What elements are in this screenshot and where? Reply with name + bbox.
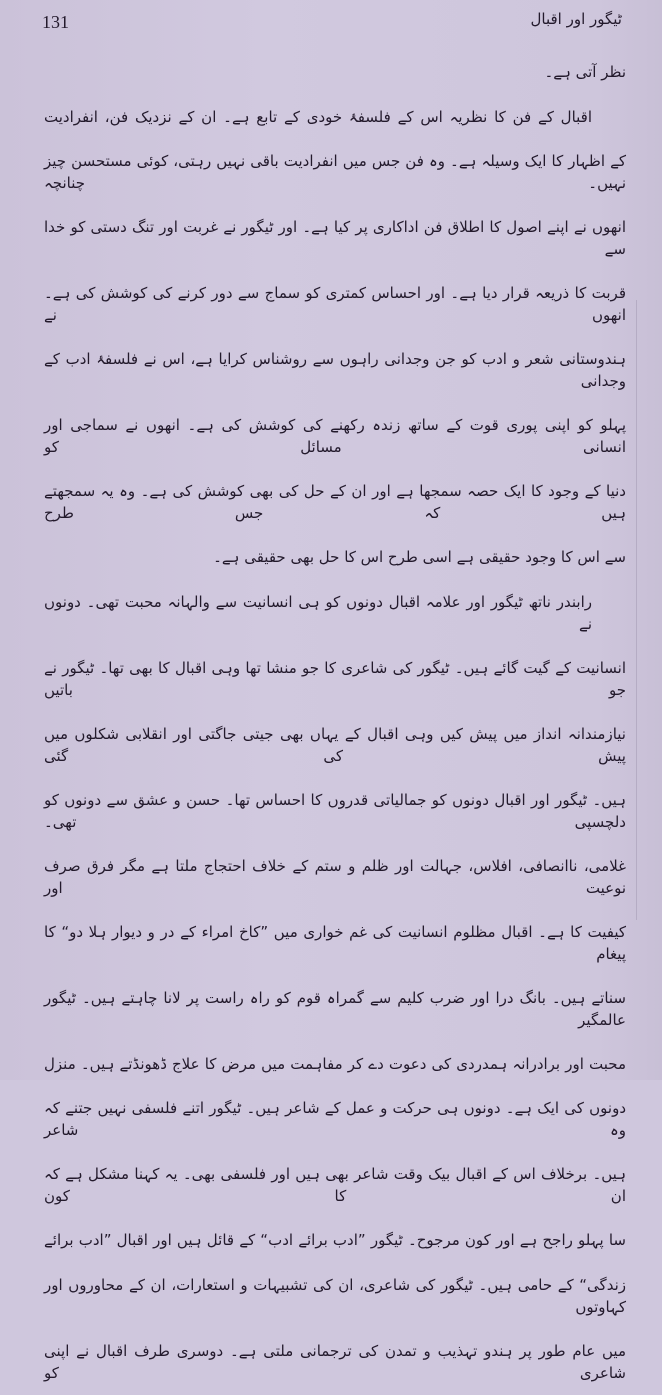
text-line: دنیا کے وجود کا ایک حصہ سمجھا ہے اور ان کے حل کی بھی کوشش کی ہے۔ وہ یہ سمجھتے ہیں کہ جس طرح xyxy=(44,482,626,522)
text-line: کے اظہار کا ایک وسیلہ ہے۔ وہ فن جس میں انفرادیت باقی نہیں رہتی، کوئی مستحسن چیز نہیں۔ چنانچہ xyxy=(44,152,626,192)
text-line: قربت کا ذریعہ قرار دیا ہے۔ اور احساس کمتری کو سماج سے دور کرنے کی کوشش کی ہے۔ انھوں نے xyxy=(44,284,626,324)
text-line: سناتے ہیں۔ بانگ درا اور ضرب کلیم سے گمراہ قوم کو راہ راست پر لانا چاہتے ہیں۔ ٹیگور عالمگیر xyxy=(44,988,626,1029)
text-line: غلامی، ناانصافی، افلاس، جہالت اور ظلم و ستم کے خلاف احتجاج ملتا ہے مگر فرق صرف نوعیت اور xyxy=(44,856,626,897)
text-line: میں عام طور پر ہندو تہذیب و تمدن کی ترجمانی ملتی ہے۔ دوسری طرف اقبال نے اپنی شاعری کو xyxy=(44,1341,626,1382)
paragraph-start-line: رابندر ناتھ ٹیگور اور علامہ اقبال دونوں کو ہی انسانیت سے والہانہ محبت تھی۔ دونوں نے xyxy=(44,592,592,633)
text-line: سا پہلو راجح ہے اور کون مرجوح۔ ٹیگور ”ادب برائے ادب“ کے قائل ہیں اور اقبال ”ادب برائے xyxy=(44,1231,626,1249)
text-line: کیفیت کا ہے۔ اقبال مظلوم انسانیت کی غم خواری میں ”کاخ امراء کے در و دیوار ہلا دو“ کا پیغام xyxy=(44,922,626,963)
paragraph-start-line: اقبال کے فن کا نظریہ اس کے فلسفۂ خودی کے تابع ہے۔ ان کے نزدیک فن، انفرادیت xyxy=(44,107,592,126)
text-line: نظر آتی ہے۔ xyxy=(544,63,626,81)
text-line: نیازمندانہ انداز میں پیش کیں وہی اقبال کے یہاں بھی جیتی جاگتی اور انقلابی شکلوں میں پیش کی گئی xyxy=(44,724,626,765)
body-text xyxy=(44,50,626,1395)
text-line: محبت اور برادرانہ ہمدردی کی دعوت دے کر مفاہمت میں مرض کا علاج ڈھونڈتے ہیں۔ منزل xyxy=(44,1054,626,1073)
text-line: زندگی“ کے حامی ہیں۔ ٹیگور کی شاعری، ان کی تشبیہات و استعارات، ان کے محاوروں اور کہاوتوں xyxy=(44,1275,626,1316)
page-edge-line xyxy=(636,300,637,920)
paragraph-end-line: سے اس کا وجود حقیقی ہے اسی طرح اس کا حل بھی حقیقی ہے۔ xyxy=(213,548,626,566)
text-line: ہیں۔ ٹیگور اور اقبال دونوں کو جمالیاتی قدروں کا احساس تھا۔ حسن و عشق سے دونوں کو دلچسپی تھی۔ xyxy=(44,790,626,831)
text-line: ہندوستانی شعر و ادب کو جن وجدانی راہوں سے روشناس کرایا ہے، اس نے فلسفۂ ادب کے وجدانی xyxy=(44,350,626,390)
text-line: انھوں نے اپنے اصول کا اطلاق فن اداکاری پر کیا ہے۔ اور ٹیگور نے غربت اور تنگ دستی کو خدا سے xyxy=(44,218,626,258)
text-line: دونوں کی ایک ہے۔ دونوں ہی حرکت و عمل کے شاعر ہیں۔ ٹیگور اتنے فلسفی نہیں جتنے کہ وہ شاعر xyxy=(44,1099,626,1139)
running-title: ٹیگور اور اقبال xyxy=(530,10,622,28)
text-line: ہیں۔ برخلاف اس کے اقبال بیک وقت شاعر بھی ہیں اور فلسفی بھی۔ یہ کہنا مشکل ہے کہ ان کا کون xyxy=(44,1165,626,1205)
text-line: پہلو کو اپنی پوری قوت کے ساتھ زندہ رکھنے کی کوشش کی ہے۔ انھوں نے سماجی اور انسانی مسائل کو xyxy=(44,416,626,456)
page-number: 131 xyxy=(42,12,69,32)
text-line: انسانیت کے گیت گائے ہیں۔ ٹیگور کی شاعری کا جو منشا تھا وہی اقبال کا بھی تھا۔ ٹیگور نے جو باتیں xyxy=(44,658,626,699)
